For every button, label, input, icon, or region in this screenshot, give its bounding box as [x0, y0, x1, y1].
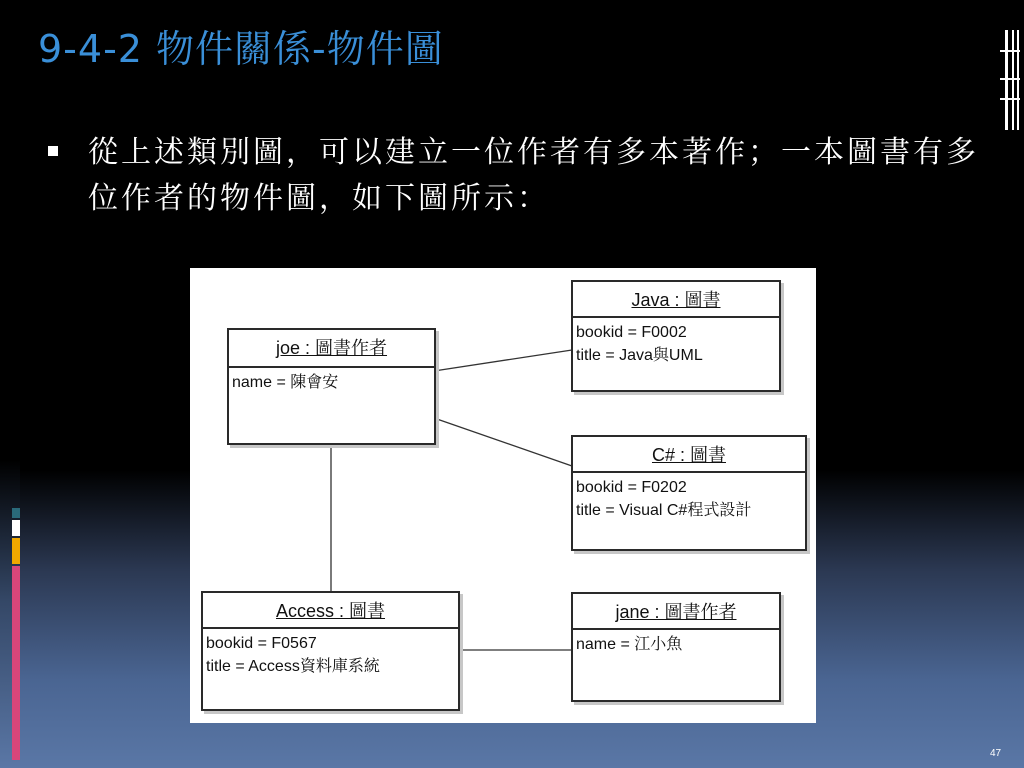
- object-java-header: Java : 圖書: [573, 282, 779, 318]
- bullet-text: 從上述類別圖，可以建立一位作者有多本著作；一本圖書有多位作者的物件圖，如下圖所示：: [88, 135, 979, 216]
- decor-white-block: [12, 520, 20, 536]
- decor-teal-block: [12, 508, 20, 518]
- page-number: 47: [990, 748, 1002, 759]
- left-decor-strip: [0, 0, 20, 768]
- decor-pink-block: [12, 566, 20, 760]
- object-access: [201, 591, 460, 711]
- object-jane-header: jane : 圖書作者: [573, 594, 779, 630]
- object-csharp: [571, 435, 807, 551]
- object-access-attr: bookid = F0567: [206, 635, 317, 652]
- bullet-square-icon: [48, 146, 58, 156]
- object-csharp-attr: bookid = F0202: [576, 479, 687, 496]
- object-jane: [571, 592, 781, 702]
- object-diagram: [190, 268, 816, 723]
- object-java-attr: bookid = F0002: [576, 324, 687, 341]
- object-access-header: Access : 圖書: [203, 593, 458, 629]
- object-jane-attr: name = 江小魚: [576, 636, 683, 653]
- object-java: [571, 280, 781, 392]
- link-joe-java: [434, 350, 572, 371]
- decor-yellow-block: [12, 538, 20, 564]
- object-joe-header: joe : 圖書作者: [229, 330, 434, 368]
- object-access-attr: title = Access資料庫系統: [206, 658, 380, 675]
- object-joe-attr: name = 陳會安: [232, 374, 339, 391]
- object-csharp-header: C# : 圖書: [573, 437, 805, 473]
- slide-title: 9-4-2 物件關係-物件圖: [38, 27, 444, 71]
- link-joe-csharp: [434, 418, 572, 466]
- object-csharp-attr: title = Visual C#程式設計: [576, 502, 752, 519]
- object-joe: [227, 328, 436, 445]
- object-java-attr: title = Java與UML: [576, 347, 703, 364]
